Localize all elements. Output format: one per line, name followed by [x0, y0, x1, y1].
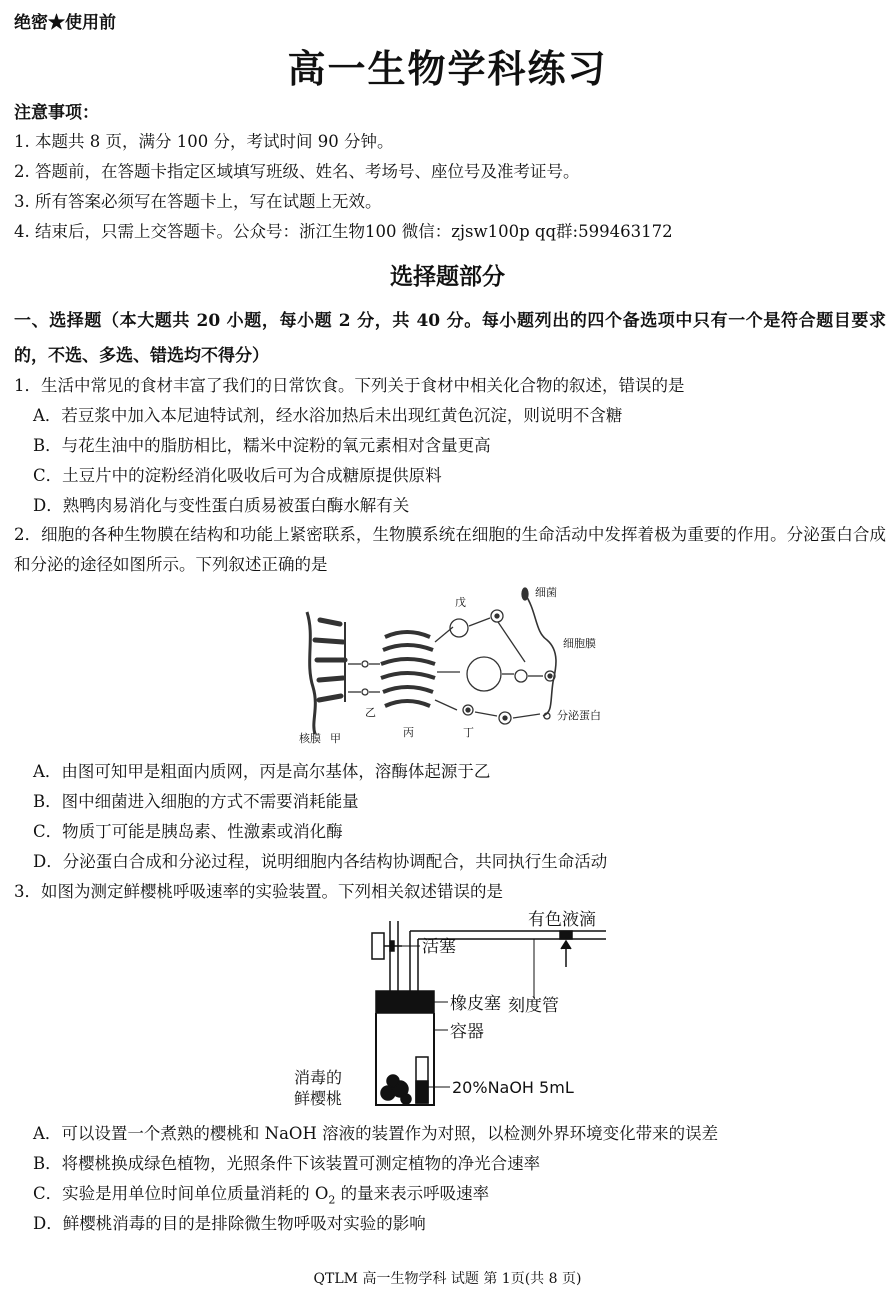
option-c-tail: 的量来表示呼吸速率: [335, 1184, 490, 1203]
question-2-stem: 2．细胞的各种生物膜在结构和功能上紧密联系，生物膜系统在细胞的生命活动中发挥着极为重要的作用。分泌蛋白合成和分泌的途径如图所示。下列叙述正确的是: [14, 525, 886, 574]
notice-item: 2. 答题前，在答题卡指定区域填写班级、姓名、考场号、座位号及准考证号。: [14, 162, 580, 181]
label-bacteria: 细菌: [535, 586, 557, 599]
label-secreted-protein: 分泌蛋白: [557, 709, 601, 722]
question-3-option-a: A．可以设置一个煮熟的樱桃和 NaOH 溶液的装置作为对照，以检测外界环境变化带来的误差: [33, 1124, 719, 1143]
label-ding: 丁: [463, 726, 474, 739]
respiration-apparatus-figure: [290, 905, 610, 1113]
label-scale-tube: 刻度管: [508, 996, 559, 1016]
part-heading: 一、选择题（本大题共 20 小题，每小题 2 分，共 40 分。每小题列出的四个备选项中只有一个是符合题目要求的，不选、多选、错选均不得分）: [14, 311, 886, 366]
label-cell-membrane: 细胞膜: [563, 637, 596, 650]
question-3-stem: 3．如图为测定鲜樱桃呼吸速率的实验装置。下列相关叙述错误的是: [14, 882, 503, 901]
label-bing: 丙: [403, 726, 414, 739]
notice-item: 1. 本题共 8 页，满分 100 分，考试时间 90 分钟。: [14, 132, 394, 151]
label-rubber-stopper: 橡皮塞: [450, 994, 501, 1014]
question-2-option-c: C．物质丁可能是胰岛素、性激素或消化酶: [33, 822, 343, 841]
question-2-option-a: A．由图可知甲是粗面内质网，丙是高尔基体，溶酶体起源于乙: [33, 762, 491, 781]
label-naoh: 20%NaOH 5mL: [452, 1078, 574, 1097]
label-colored-drop: 有色液滴: [528, 910, 596, 930]
label-container: 容器: [450, 1022, 484, 1042]
question-1-option-b: B．与花生油中的脂肪相比，糯米中淀粉的氧元素相对含量更高: [33, 436, 491, 455]
label-nuclear-membrane: 核膜: [299, 732, 321, 744]
label-wu: 戊: [455, 596, 466, 609]
notice-heading: 注意事项：: [14, 103, 99, 123]
label-jia: 甲: [330, 732, 341, 744]
notice-item: 3. 所有答案必须写在答题卡上，写在试题上无效。: [14, 192, 382, 211]
section-title: 选择题部分: [390, 263, 505, 290]
question-2-option-b: B．图中细菌进入细胞的方式不需要消耗能量: [33, 792, 359, 811]
secretion-pathway-figure: [285, 582, 625, 744]
label-fresh-cherry: 鲜樱桃: [294, 1089, 343, 1108]
question-1-option-c: C．土豆片中的淀粉经消化吸收后可为合成糖原提供原料: [33, 466, 442, 485]
label-yi: 乙: [365, 706, 376, 719]
option-c-subscript: 2: [328, 1193, 336, 1207]
question-2-option-d: D．分泌蛋白合成和分泌过程，说明细胞内各结构协调配合，共同执行生命活动: [33, 852, 608, 871]
question-1-option-a: A．若豆浆中加入本尼迪特试剂，经水浴加热后未出现红黄色沉淀，则说明不含糖: [33, 406, 623, 425]
question-1-option-d: D．熟鸭肉易消化与变性蛋白质易被蛋白酶水解有关: [33, 496, 410, 515]
notice-item: 4. 结束后，只需上交答题卡。公众号：浙江生物100 微信：zjsw100p qq群:599463172: [14, 222, 673, 241]
confidential-mark: 绝密★使用前: [14, 13, 116, 33]
label-disinfected: 消毒的: [294, 1068, 343, 1087]
page-title: 高一生物学科练习: [287, 46, 608, 91]
question-3-option-c: [33, 1180, 489, 1206]
option-c-text: C．实验是用单位时间单位质量消耗的 O: [33, 1184, 329, 1203]
question-3-option-d: D．鲜樱桃消毒的目的是排除微生物呼吸对实验的影响: [33, 1214, 426, 1233]
question-3-option-b: B．将樱桃换成绿色植物，光照条件下该装置可测定植物的净光合速率: [33, 1154, 541, 1173]
question-1-stem: 1．生活中常见的食材丰富了我们的日常饮食。下列关于食材中相关化合物的叙述，错误的是: [14, 376, 685, 395]
page-footer: QTLM 高一生物学科 试题 第 1页(共 8 页): [313, 1271, 582, 1287]
label-piston: 活塞: [422, 937, 456, 957]
